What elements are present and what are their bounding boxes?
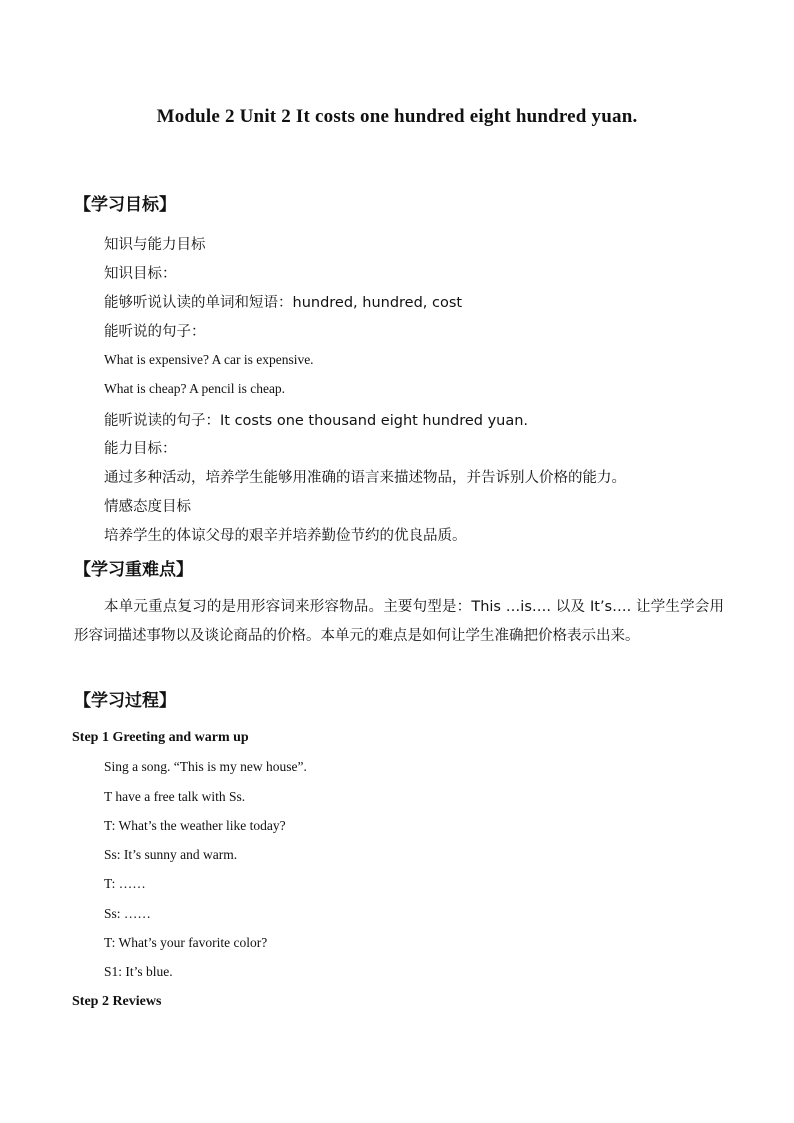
dialogue-line: T have a free talk with Ss. — [104, 789, 246, 804]
dialogue-line: Ss: It’s sunny and warm. — [104, 847, 238, 862]
step-1-heading: Step 1 Greeting and warm up — [72, 730, 249, 745]
objective-line: 能听说的句子： — [104, 324, 206, 340]
dialogue-line: T: What’s the weather like today? — [104, 818, 286, 833]
objective-line: What is expensive? A car is expensive. — [104, 352, 314, 367]
dialogue-line: Sing a song. “This is my new house”. — [104, 759, 307, 774]
objective-line: 培养学生的体谅父母的艰辛并培养勤俭节约的优良品质。 — [104, 528, 467, 544]
objective-line: 情感态度目标 — [104, 499, 191, 515]
dialogue-line: T: …… — [104, 876, 146, 891]
heading-key-difficult-points: 【学习重难点】 — [74, 560, 193, 580]
step-2-heading: Step 2 Reviews — [72, 994, 162, 1009]
dialogue-line: S1: It’s blue. — [104, 964, 173, 979]
dialogue-line: Ss: …… — [104, 906, 151, 921]
objective-line: 知识与能力目标 — [104, 237, 206, 253]
heading-learning-process: 【学习过程】 — [74, 691, 176, 711]
objective-line: 知识目标： — [104, 266, 177, 282]
heading-learning-objectives: 【学习目标】 — [74, 195, 176, 215]
dialogue-line: T: What’s your favorite color? — [104, 935, 268, 950]
document-title: Module 2 Unit 2 It costs one hundred eight hundred yuan. — [156, 106, 638, 127]
objective-line: 能够听说认读的单词和短语：hundred, hundred, cost — [104, 295, 463, 311]
objective-line: What is cheap? A pencil is cheap. — [104, 381, 286, 396]
objective-line: 能力目标： — [104, 441, 177, 457]
objective-line: 通过多种活动，培养学生能够用准确的语言来描述物品，并告诉别人价格的能力。 — [104, 470, 626, 486]
key-points-paragraph: 本单元重点复习的是用形容词来形容物品。主要句型是：This …is…. 以及 It’s…. 让学生学会用形容词描述事物以及谈论商品的价格。本单元的难点是如何让学生准确把价格表示出来。 — [74, 599, 724, 644]
objective-line: 能听说读的句子：It costs one thousand eight hundred yuan. — [104, 413, 529, 429]
